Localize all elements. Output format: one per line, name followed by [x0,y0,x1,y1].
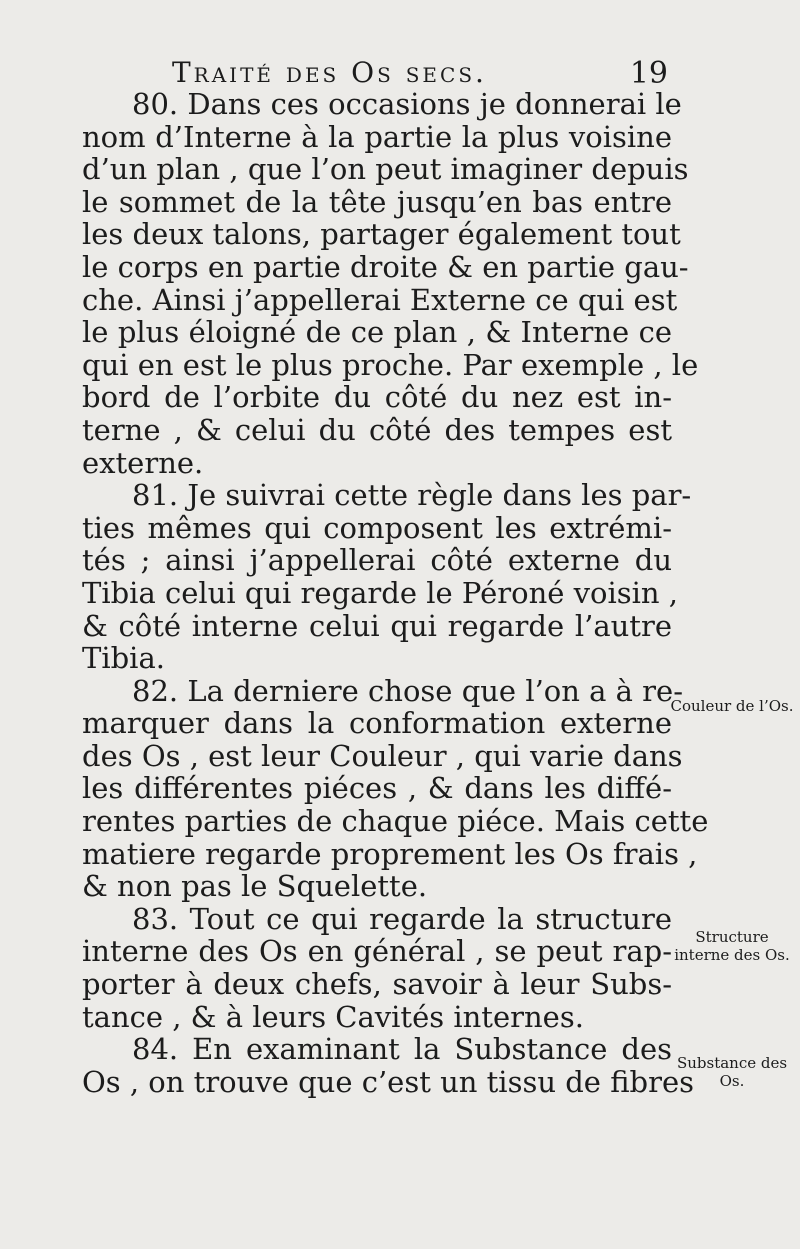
body-text [82,87,709,1099]
text-line: terne , & celui du côté des tempes est [82,412,672,447]
text-line: che. Ainsi j’appellerai Externe ce qui est [82,282,678,317]
text-line: des Os , est leur Couleur , qui varie dans [82,738,683,773]
text-line: les deux talons, partager également tout [82,217,681,252]
text-line: nom d’Interne à la partie la plus voisine [82,119,672,154]
text-line: Os , on trouve que c’est un tissu de fibres [82,1064,695,1099]
text-line: rentes parties de chaque piéce. Mais cette [82,804,709,839]
text-line: tance , & à leurs Cavités internes. [82,999,584,1034]
margin-note-substance: Substance des Os. [676,1054,788,1090]
text-line: le corps en partie droite & en partie gau- [82,249,689,284]
text-line: le sommet de la tête jusqu’en bas entre [82,184,672,219]
text-line: tés ; ainsi j’appellerai côté externe du [82,543,672,578]
page-number: 19 [629,56,668,91]
text-line: porter à deux chefs, savoir à leur Subs- [82,967,672,1002]
paragraph-80 [82,87,699,480]
text-line: 80. Dans ces occasions je donnerai le [132,87,682,121]
text-line: marquer dans la conformation externe [82,706,672,741]
text-line: externe. [82,445,204,480]
text-line: 84. En examinant la Substance des [132,1032,672,1067]
text-line: qui en est le plus proche. Par exemple , le [82,347,699,382]
paragraph-82 [82,673,709,904]
text-line: d’un plan , que l’on peut imaginer depuis [82,152,689,187]
text-line: 82. La derniere chose que l’on a à re- [132,673,683,708]
text-line: ties mêmes qui composent les extrémi- [82,510,672,545]
margin-note-structure: Structure interne des Os. [674,928,790,964]
text-line: 83. Tout ce qui regarde la structure [132,901,672,936]
text-line: Tibia. [82,641,165,676]
margin-note-couleur: Couleur de l’Os. [670,697,794,715]
text-line: bord de l’orbite du côté du nez est in- [82,380,672,415]
text-line: matiere regarde proprement les Os frais , [82,836,698,871]
paragraph-83 [82,903,672,1033]
running-title: Traité des Os secs. [172,56,487,89]
text-line: & non pas le Squelette. [82,869,428,904]
text-line: & côté interne celui qui regarde l’autre [82,608,672,643]
text-line: interne des Os en général , se peut rap- [82,934,672,969]
text-line: Tibia celui qui regarde le Péroné voisin , [82,575,679,610]
text-line: les différentes piéces , & dans les diffé- [82,771,672,806]
text-line: le plus éloigné de ce plan , & Interne ce [82,315,672,350]
paragraph-84 [82,1032,695,1099]
paragraph-81 [82,478,692,676]
text-line: 81. Je suivrai cette règle dans les par- [132,478,692,513]
